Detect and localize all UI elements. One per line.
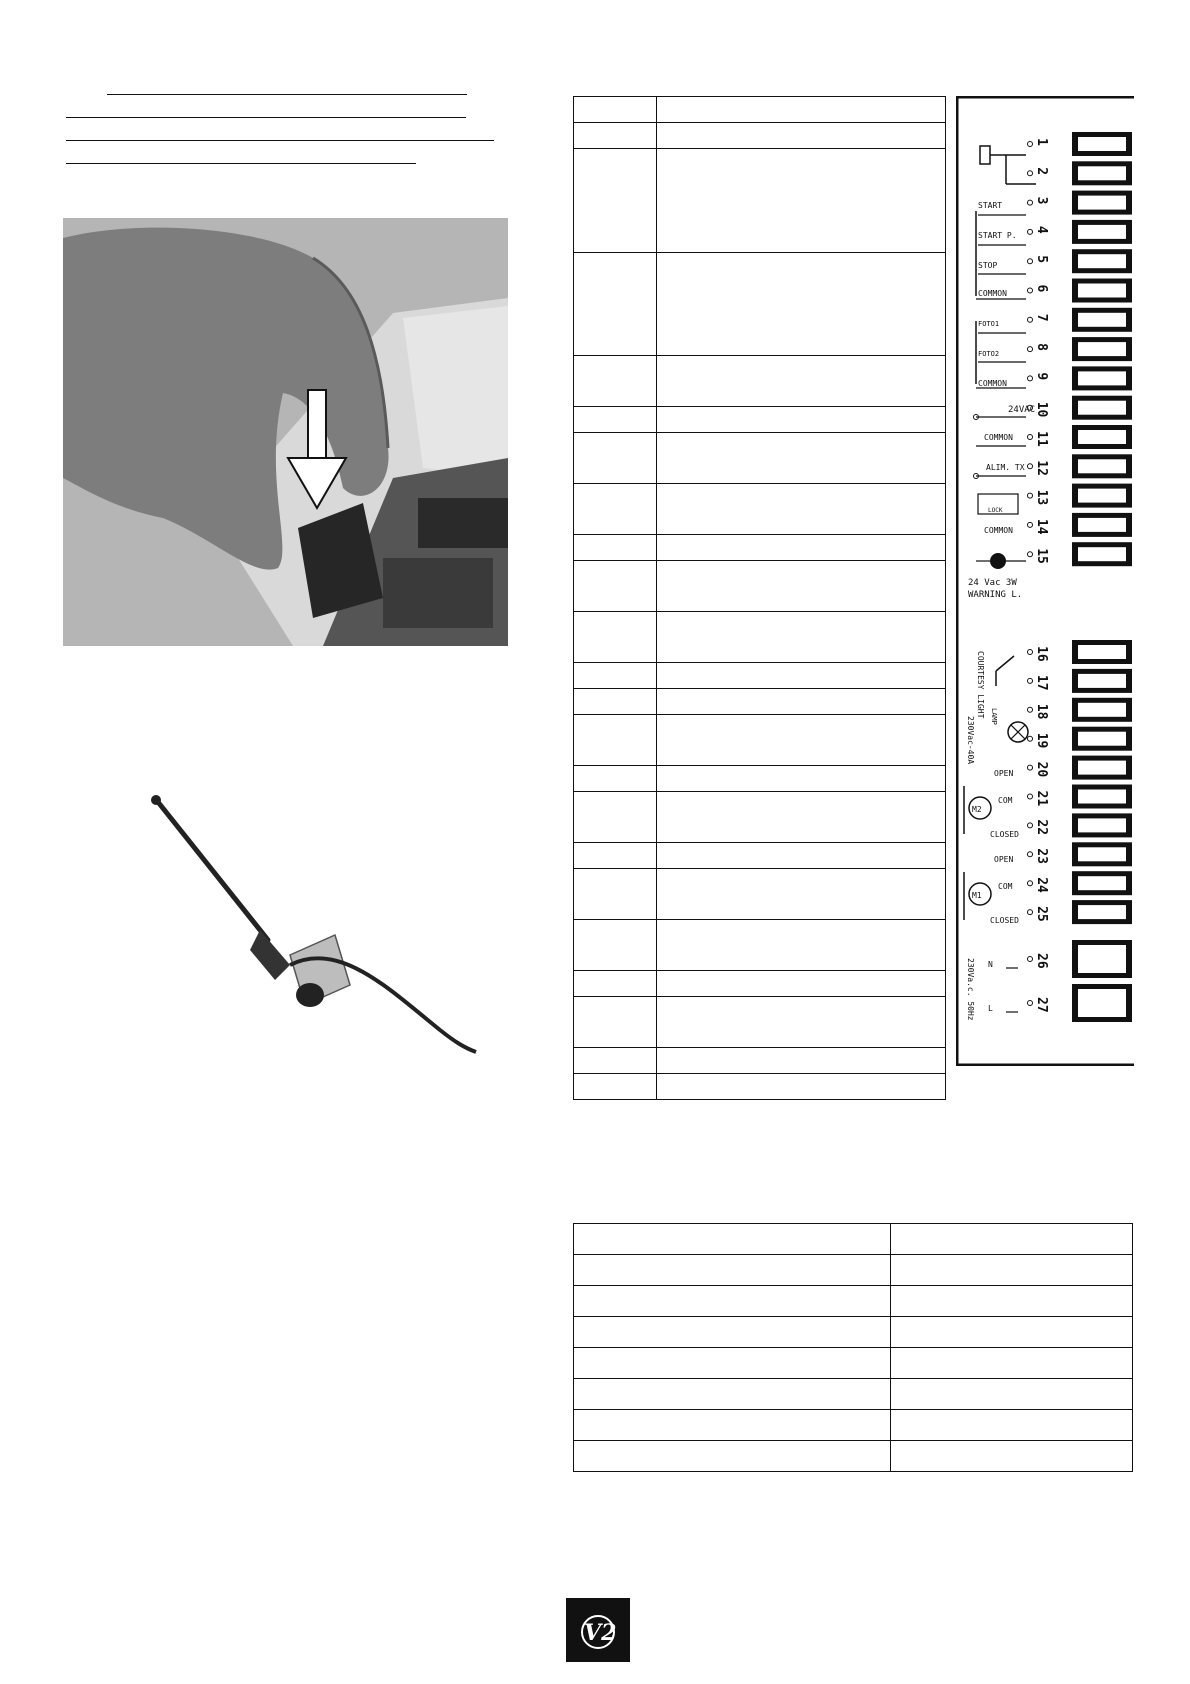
label-warning-power: 24 Vac 3W: [968, 578, 1017, 588]
terminal-number: 13: [1034, 489, 1049, 506]
terminal-slot: [1078, 401, 1126, 415]
table-row: [574, 792, 946, 843]
terminal-contact: [1028, 910, 1033, 915]
terminal-slot: [1078, 489, 1126, 503]
terminal-slot: [1078, 905, 1126, 919]
label-common-1: COMMON: [978, 289, 1007, 298]
label-n: N: [988, 960, 993, 969]
table-row: [574, 1224, 1133, 1255]
table-row: [574, 1379, 1133, 1410]
terminal-slot: [1078, 313, 1126, 327]
label-closed-m2: CLOSED: [990, 830, 1019, 839]
table-row: [574, 1441, 1133, 1472]
table-row: [574, 484, 946, 535]
terminal-number: 12: [1034, 460, 1049, 476]
terminal-contact: [1028, 347, 1033, 352]
terminal-number: 8: [1034, 343, 1049, 351]
terminal-slot: [1078, 196, 1126, 210]
table-row: [574, 1255, 1133, 1286]
v2-logo: [566, 1598, 630, 1662]
terminal-number: 18: [1034, 703, 1049, 720]
terminal-contact: [1028, 650, 1033, 655]
logo-text: V2: [584, 1620, 617, 1646]
table-row: [574, 433, 946, 484]
terminal-contact: [1028, 765, 1033, 770]
terminal-contact: [1028, 881, 1033, 886]
label-stop: STOP: [978, 261, 998, 270]
table-row: [574, 843, 946, 869]
label-start-p: START P.: [978, 231, 1017, 240]
terminal-contact: [1028, 317, 1033, 322]
table-row: [574, 123, 946, 149]
terminal-contact: [1028, 678, 1033, 683]
terminal-slot: [1078, 371, 1126, 385]
terminal-contact: [1028, 229, 1033, 234]
terminal-slot: [1078, 166, 1126, 180]
label-common-2: COMMON: [978, 379, 1007, 388]
label-open-m2: OPEN: [994, 769, 1014, 778]
terminal-slot: [1078, 847, 1126, 861]
terminal-number: 19: [1034, 732, 1049, 749]
label-foto1: FOTO1: [978, 320, 1000, 328]
terminal-slot: [1078, 761, 1126, 775]
terminal-slot: [1078, 876, 1126, 890]
terminal-contact: [1028, 435, 1033, 440]
terminal-slot: [1078, 518, 1126, 532]
table-row: [574, 253, 946, 356]
terminal-contact: [1028, 707, 1033, 712]
antenna-photo: [140, 790, 480, 1060]
label-common-4: COMMON: [984, 526, 1013, 535]
terminal-contact: [1028, 464, 1033, 469]
table-row: [574, 407, 946, 433]
label-courtesy: COURTESY LIGHT: [976, 651, 985, 719]
terminal-contact: [1028, 823, 1033, 828]
terminal-number: 22: [1034, 819, 1049, 836]
settings-table: [573, 1223, 1133, 1472]
terminal-contact: [1028, 957, 1033, 962]
terminal-number: 3: [1034, 196, 1049, 205]
terminal-number: 7: [1034, 313, 1049, 322]
terminal-slot: [1078, 645, 1126, 659]
table-row: [574, 1348, 1133, 1379]
table-row: [574, 1286, 1133, 1317]
label-closed-m1: CLOSED: [990, 916, 1019, 925]
terminal-slot: [1078, 254, 1126, 268]
label-start: START: [978, 201, 1003, 210]
terminal-contact: [1028, 200, 1033, 205]
terminal-number: 23: [1034, 848, 1049, 864]
text-underline: [66, 117, 466, 118]
terminal-number: 10: [1034, 401, 1049, 418]
terminal-slot: [1078, 674, 1126, 688]
table-row: [574, 535, 946, 561]
terminal-number: 24: [1034, 877, 1049, 893]
terminal-description-table: [573, 96, 946, 1100]
table-row: [574, 1317, 1133, 1348]
label-foto2: FOTO2: [978, 350, 1000, 358]
label-warning: WARNING L.: [968, 590, 1023, 600]
terminal-number: 11: [1034, 431, 1049, 447]
terminal-number: 21: [1034, 790, 1049, 807]
label-lock: LOCK: [988, 507, 1003, 514]
terminal-number: 26: [1034, 953, 1049, 969]
terminal-number: 14: [1034, 518, 1049, 535]
terminal-number: 25: [1034, 906, 1049, 922]
terminal-contact: [1028, 259, 1033, 264]
terminal-slot: [1078, 732, 1126, 746]
terminal-contact: [1028, 142, 1033, 147]
terminal-slot: [1078, 818, 1126, 832]
terminal-contact: [1028, 288, 1033, 293]
terminal-slot: [1078, 547, 1126, 561]
label-mains: 230Va.c. 50Hz: [966, 958, 975, 1021]
terminal-slot: [1078, 225, 1126, 239]
terminal-number: 15: [1034, 548, 1049, 564]
terminal-contact: [1028, 522, 1033, 527]
terminal-number: 16: [1034, 646, 1049, 662]
receiver-insertion-photo: [63, 218, 508, 646]
terminal-contact: [1028, 493, 1033, 498]
table-row: [574, 356, 946, 407]
label-alim-tx: ALIM. TX: [986, 463, 1025, 472]
label-com-m2: COM: [998, 796, 1013, 805]
terminal-number: 6: [1034, 284, 1049, 293]
label-open-m1: OPEN: [994, 855, 1014, 864]
terminal-number: 27: [1034, 997, 1049, 1013]
table-row: [574, 869, 946, 920]
table-row: [574, 149, 946, 253]
table-row: [574, 715, 946, 766]
terminal-number: 17: [1034, 674, 1049, 691]
table-row: [574, 612, 946, 663]
label-com-m1: COM: [998, 882, 1013, 891]
terminal-number: 20: [1034, 761, 1049, 778]
terminal-slot: [1078, 459, 1126, 473]
table-row: [574, 663, 946, 689]
table-row: [574, 766, 946, 792]
terminal-number: 4: [1034, 225, 1049, 234]
terminal-board-diagram: [956, 96, 1134, 1066]
terminal-number: 5: [1034, 255, 1049, 264]
table-row: [574, 1410, 1133, 1441]
terminal-slot: [1078, 989, 1126, 1017]
text-underline: [107, 94, 467, 95]
terminal-number: 2: [1034, 167, 1049, 176]
terminal-slot: [1078, 790, 1126, 804]
terminal-slot: [1078, 945, 1126, 973]
terminal-contact: [1028, 794, 1033, 799]
terminal-contact: [1028, 376, 1033, 381]
terminal-contact: [1028, 1001, 1033, 1006]
label-m1: M1: [972, 891, 982, 900]
label-common-3: COMMON: [984, 433, 1013, 442]
label-lamp-rating: 230Vac-40A: [966, 716, 975, 765]
label-lamp: LAMP: [990, 708, 998, 725]
label-m2: M2: [972, 805, 982, 814]
terminal-slot: [1078, 342, 1126, 356]
terminal-number: 9: [1034, 372, 1049, 381]
terminal-contact: [1028, 736, 1033, 741]
table-row: [574, 971, 946, 997]
terminal-contact: [1028, 852, 1033, 857]
label-24vac: 24VAC: [1008, 405, 1036, 415]
terminal-slot: [1078, 137, 1126, 151]
terminal-slot: [1078, 703, 1126, 717]
terminal-slot: [1078, 284, 1126, 298]
table-row: [574, 561, 946, 612]
text-underline: [66, 163, 416, 164]
terminal-contact: [1028, 552, 1033, 557]
terminal-number: 1: [1034, 138, 1049, 146]
table-row: [574, 689, 946, 715]
text-underline: [66, 140, 494, 141]
table-row: [574, 1074, 946, 1100]
table-row: [574, 997, 946, 1048]
table-row: [574, 97, 946, 123]
table-row: [574, 1048, 946, 1074]
terminal-slot: [1078, 430, 1126, 444]
label-l: L: [988, 1004, 993, 1013]
table-row: [574, 920, 946, 971]
terminal-contact: [1028, 171, 1033, 176]
